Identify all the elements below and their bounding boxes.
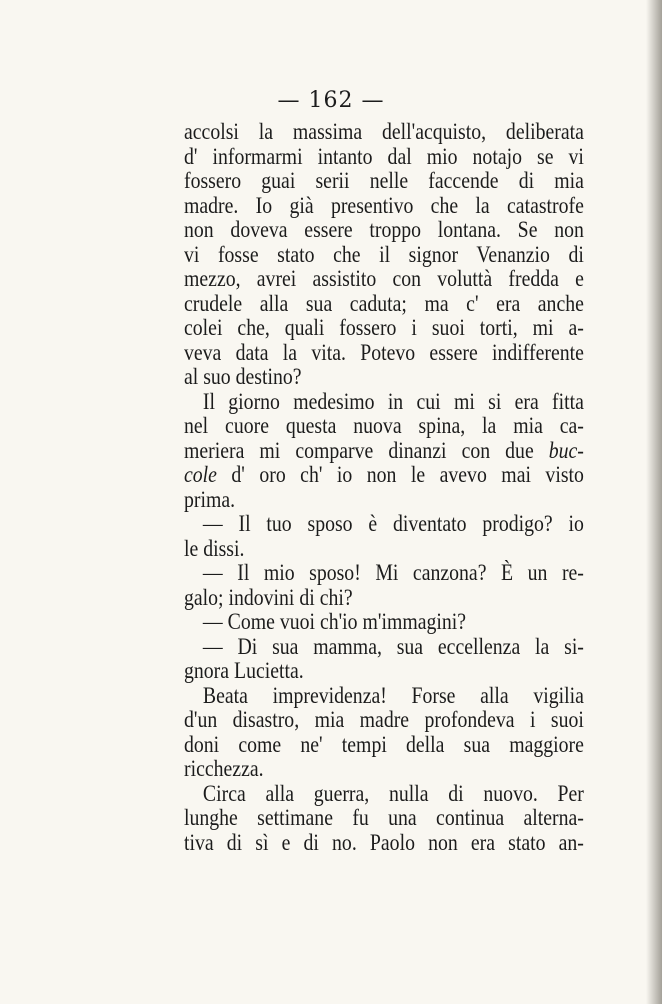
text-line: d' informarmi intanto dal mio notajo se vi [184, 143, 584, 169]
text-line: — Il tuo sposo è diventato prodigo? io [202, 511, 584, 536]
page-number: — 162 — [277, 88, 385, 113]
text-line: tiva di sì e di no. Paolo non era stato an- [184, 829, 584, 855]
text-line: non doveva essere troppo lontana. Se non [184, 217, 584, 242]
text-line: prima. [184, 486, 236, 512]
text-line: doni come ne' tempi della sua maggiore [184, 731, 584, 757]
text-line: fossero guai serii nelle faccende di mia [184, 168, 584, 193]
text-line: lunghe settimane fu una continua alterna- [184, 805, 584, 830]
body-text [184, 120, 584, 855]
text-line: le dissi. [184, 535, 245, 561]
page-edge-shadow [646, 0, 662, 1004]
text-line: meriera mi comparve dinanzi con due buc- [184, 437, 584, 463]
text-line: ricchezza. [184, 756, 264, 781]
text-line: gnora Lucietta. [184, 658, 304, 683]
text-line: — Di sua mamma, sua eccellenza la si- [202, 633, 584, 659]
text-line: madre. Io già presentivo che la catastrofe [184, 192, 584, 218]
text-line: d'un disastro, mia madre profondeva i suoi [184, 707, 584, 732]
text-line: Circa alla guerra, nulla di nuovo. Per [202, 780, 584, 806]
text-line: — Il mio sposo! Mi canzona? È un re- [202, 560, 584, 585]
text-line: Il giorno medesimo in cui mi si era fitta [202, 388, 584, 414]
text-line: — Come vuoi ch'io m'immagini? [202, 609, 467, 634]
text-line: mezzo, avrei assistito con voluttà fredda e [184, 266, 584, 291]
text-line: galo; indovini di chi? [184, 584, 353, 610]
text-line: nel cuore questa nuova spina, la mia ca- [184, 413, 584, 438]
text-line: colei che, quali fossero i suoi torti, mi a- [184, 315, 584, 340]
text-line: Beata imprevidenza! Forse alla vigilia [202, 682, 584, 708]
text-line: vi fosse stato che il signor Venanzio di [184, 241, 584, 267]
text-line: crudele alla sua caduta; ma c' era anche [184, 290, 584, 316]
text-line: cole d' oro ch' io non le avevo mai visto [184, 462, 584, 487]
text-line: veva data la vita. Potevo essere indifferente [184, 339, 584, 365]
text-line: accolsi la massima dell'acquisto, deliberata [184, 119, 584, 144]
text-line: al suo destino? [184, 364, 302, 389]
